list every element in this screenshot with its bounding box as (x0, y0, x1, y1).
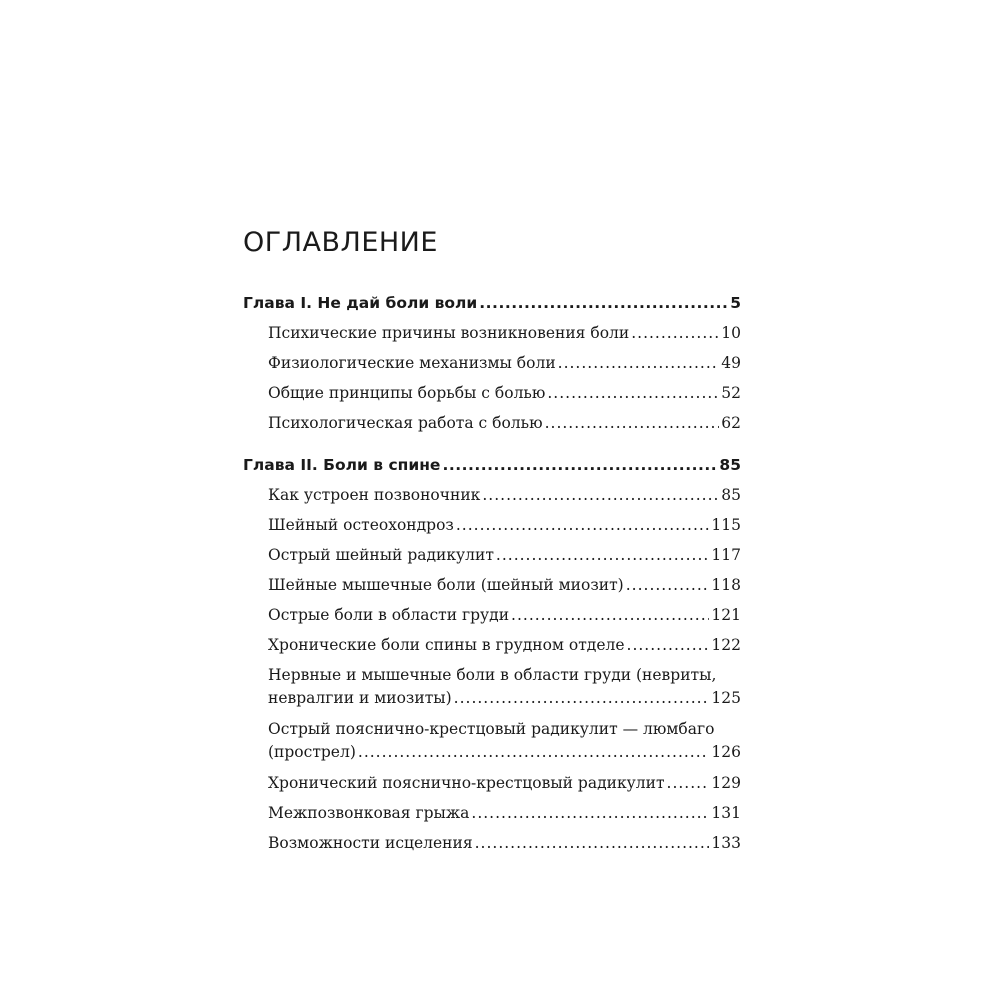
page-number: 10 (721, 324, 741, 342)
page-number: 49 (721, 354, 741, 372)
page-number: 126 (711, 743, 741, 761)
entry-title: Возможности исцеления (268, 834, 473, 852)
toc-entry[interactable] (243, 408, 741, 438)
dot-leader (456, 510, 710, 540)
page-number: 52 (721, 384, 741, 402)
toc-entry[interactable] (243, 540, 741, 570)
chapter-title: Глава II. Боли в спине (243, 456, 441, 474)
dot-leader (496, 540, 709, 570)
chapter-title: Глава I. Не дай боли воли (243, 294, 478, 312)
entry-title: Шейные мышечные боли (шейный миозит) (268, 576, 624, 594)
page-number: 129 (711, 774, 741, 792)
entry-title: Психологическая работа с болью (268, 414, 543, 432)
toc-entry[interactable] (243, 378, 741, 408)
dot-leader (475, 828, 710, 858)
entry-title: Острый шейный радикулит (268, 546, 494, 564)
toc-entry[interactable] (243, 798, 741, 828)
page-number: 121 (711, 606, 741, 624)
page-number: 117 (711, 546, 741, 564)
page-number: 122 (711, 636, 741, 654)
entry-title: Шейный остеохондроз (268, 516, 454, 534)
entry-title: Общие принципы борьбы с болью (268, 384, 546, 402)
dot-leader (442, 450, 717, 480)
page-number: 5 (730, 294, 741, 312)
entry-title-line-1: Нервные и мышечные боли в области груди (невриты, (268, 666, 717, 684)
dot-leader (511, 600, 709, 630)
entry-title: Хронические боли спины в грудном отделе (268, 636, 625, 654)
dot-leader (545, 408, 720, 438)
toc-entry[interactable] (243, 600, 741, 630)
dot-leader (631, 318, 719, 348)
page-number: 115 (711, 516, 741, 534)
dot-leader (479, 288, 728, 318)
toc-entry[interactable] (243, 570, 741, 600)
table-of-contents (243, 288, 741, 858)
toc-entry[interactable] (243, 768, 741, 798)
entry-title-line-2: (прострел) (268, 743, 356, 761)
entry-title: Хронический пояснично-крестцовый радикулит (268, 774, 665, 792)
entry-title: Острые боли в области груди (268, 606, 510, 624)
entry-title-line-2: невралгии и миозиты) (268, 689, 452, 707)
toc-entry[interactable] (243, 348, 741, 378)
entry-title: Как устроен позвоночник (268, 486, 481, 504)
toc-chapter-2[interactable] (243, 450, 741, 480)
page-number: 118 (711, 576, 741, 594)
toc-entry[interactable] (243, 480, 741, 510)
dot-leader (358, 741, 710, 764)
page-number: 85 (719, 456, 741, 474)
page-title: ОГЛАВЛЕНИЕ (243, 227, 438, 258)
dot-leader (626, 570, 710, 600)
page-number: 62 (721, 414, 741, 432)
page-number: 85 (721, 486, 741, 504)
dot-leader (482, 480, 719, 510)
page-number: 133 (711, 834, 741, 852)
toc-entry[interactable] (243, 630, 741, 660)
entry-title: Физиологические механизмы боли (268, 354, 556, 372)
entry-title: Межпозвонковая грыжа (268, 804, 470, 822)
toc-entry[interactable] (243, 660, 741, 714)
dot-leader (667, 768, 710, 798)
dot-leader (454, 687, 710, 710)
dot-leader (627, 630, 710, 660)
page-number: 131 (711, 804, 741, 822)
dot-leader (558, 348, 720, 378)
toc-entry[interactable] (243, 714, 741, 768)
toc-chapter-1[interactable] (243, 288, 741, 318)
dot-leader (471, 798, 709, 828)
toc-entry[interactable] (243, 318, 741, 348)
page-number: 125 (711, 689, 741, 707)
toc-entry[interactable] (243, 828, 741, 858)
entry-title: Психические причины возникновения боли (268, 324, 630, 342)
dot-leader (547, 378, 719, 408)
toc-entry[interactable] (243, 510, 741, 540)
entry-title-line-1: Острый пояснично-крестцовый радикулит — люмбаго (268, 720, 715, 738)
